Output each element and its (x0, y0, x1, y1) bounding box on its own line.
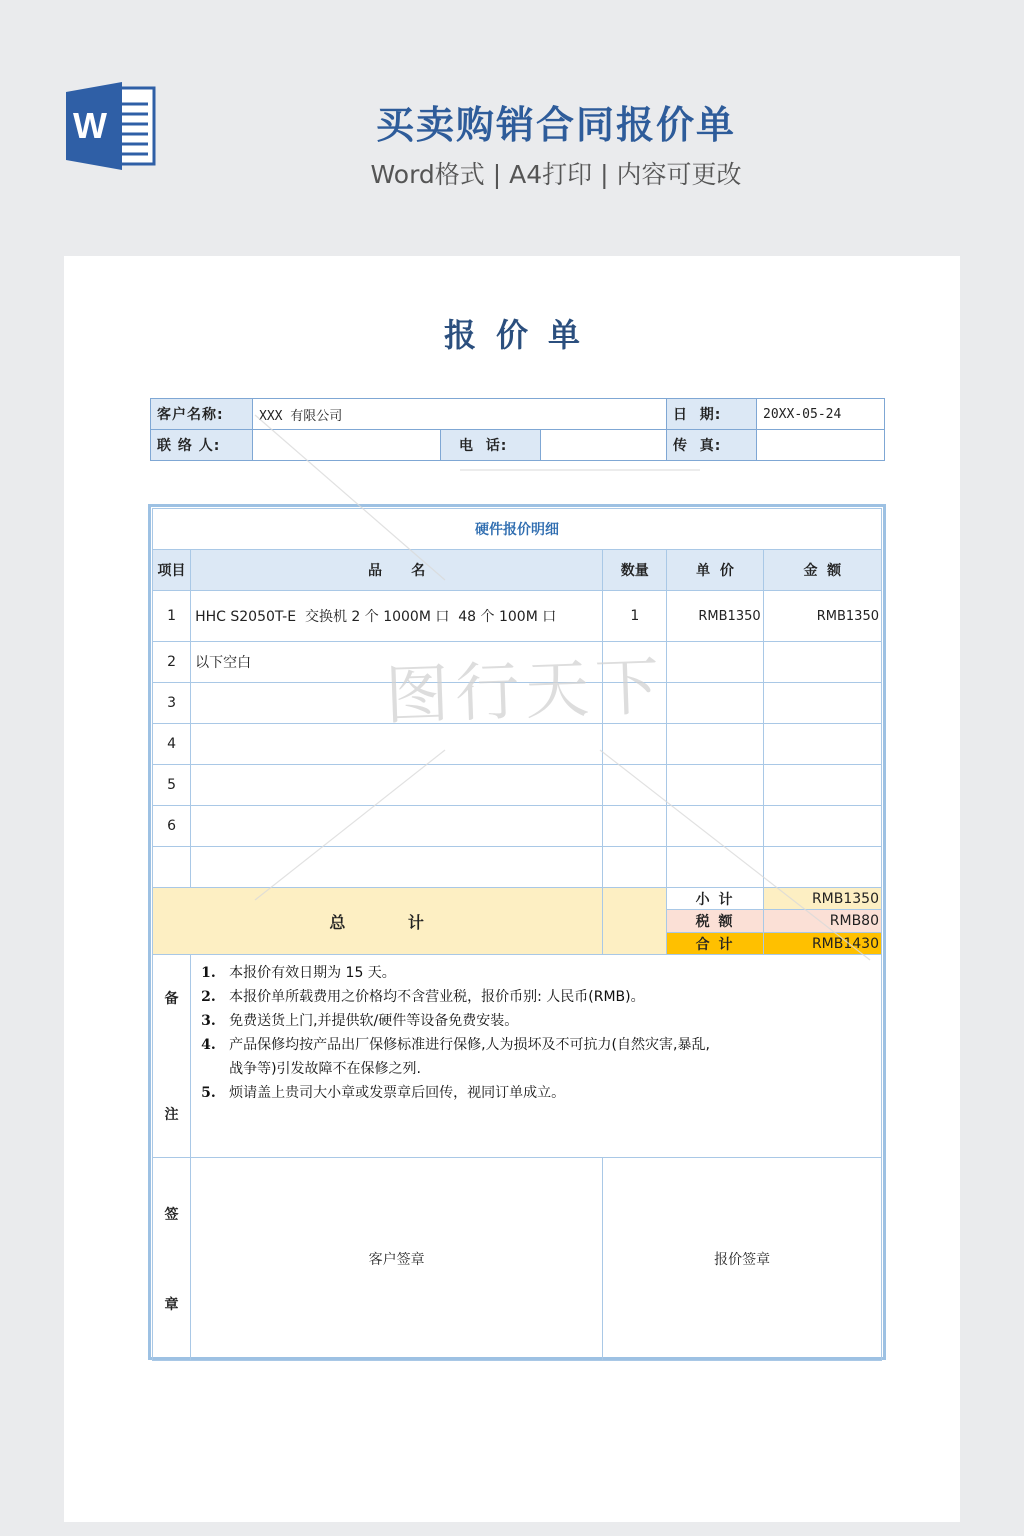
row-product-name[interactable]: 以下空白 (191, 642, 603, 683)
note-item-continued (201, 1057, 871, 1081)
row-amount[interactable] (763, 683, 881, 724)
grand-total-value[interactable]: RMB1430 (763, 933, 881, 955)
row-amount[interactable]: RMB1350 (763, 591, 881, 642)
phone-value[interactable] (541, 430, 667, 461)
banner-title: 买卖购销合同报价单 (375, 103, 736, 147)
table-row (153, 847, 882, 888)
row-unit-price[interactable]: RMB1350 (667, 591, 763, 642)
customer-name-value[interactable]: XXX 有限公司 (253, 399, 667, 430)
row-quantity[interactable] (603, 806, 667, 847)
signature-label-top: 签 (164, 1207, 179, 1223)
row-amount[interactable] (763, 847, 881, 888)
row-quantity[interactable] (603, 724, 667, 765)
note-item (201, 1081, 871, 1105)
table-header-row (153, 550, 882, 591)
signature-row (153, 1158, 882, 1361)
customer-info-table (150, 398, 885, 461)
row-product-name[interactable] (191, 765, 603, 806)
customer-name-label: 客户名称: (151, 399, 253, 430)
table-row (153, 765, 882, 806)
table-row (153, 591, 882, 642)
quote-signature-area[interactable] (603, 1158, 882, 1361)
row-number (153, 847, 191, 888)
row-product-name[interactable]: HHC S2050T-E 交换机 2 个 1000M 口 48 个 100M 口 (191, 591, 603, 642)
banner-subtitle: Word格式 | A4打印 | 内容可更改 (370, 160, 742, 189)
row-amount[interactable] (763, 724, 881, 765)
date-value[interactable]: 20XX-05-24 (757, 399, 885, 430)
subtotal-value[interactable]: RMB1350 (763, 888, 881, 910)
row-number: 5 (153, 765, 191, 806)
note-text: 战争等)引发故障不在保修之列. (229, 1061, 422, 1077)
total-label: 总 计 (153, 888, 603, 955)
customer-signature-area[interactable] (191, 1158, 603, 1361)
note-item (201, 985, 871, 1009)
customer-signature-placeholder: 客户签章 (368, 1252, 425, 1268)
grand-total-label: 合 计 (667, 933, 763, 955)
note-item (201, 1009, 871, 1033)
note-number: 4. (201, 1037, 216, 1053)
row-unit-price[interactable] (667, 806, 763, 847)
note-text: 烦请盖上贵司大小章或发票章后回传，视同订单成立。 (229, 1085, 566, 1101)
note-item (201, 961, 871, 985)
word-logo-letter: W (73, 105, 107, 146)
watermark-text: 图行天下 (384, 650, 667, 734)
row-quantity[interactable]: 1 (603, 591, 667, 642)
row-number: 1 (153, 591, 191, 642)
date-label: 日 期: (667, 399, 757, 430)
signature-label-bottom: 章 (164, 1297, 179, 1313)
remarks-notes (191, 955, 882, 1158)
row-unit-price[interactable] (667, 683, 763, 724)
note-number: 3. (201, 1013, 216, 1029)
row-unit-price[interactable] (667, 765, 763, 806)
note-number: 2. (201, 989, 216, 1005)
signature-label (153, 1158, 191, 1361)
quote-signature-placeholder: 报价签章 (714, 1252, 771, 1268)
note-text: 本报价单所载费用之价格均不含营业税，报价币别: 人民币(RMB)。 (229, 989, 645, 1005)
header-item: 项目 (153, 550, 191, 591)
tax-value[interactable]: RMB80 (763, 910, 881, 933)
row-quantity[interactable] (603, 765, 667, 806)
table-caption: 硬件报价明细 (153, 509, 882, 550)
remarks-label-top: 备 (164, 991, 179, 1007)
row-product-name[interactable] (191, 806, 603, 847)
total-row (153, 888, 882, 910)
subtotal-label: 小 计 (667, 888, 763, 910)
phone-label: 电 话: (441, 430, 541, 461)
note-number: 5. (201, 1085, 216, 1101)
row-number: 6 (153, 806, 191, 847)
remarks-label (153, 955, 191, 1158)
row-amount[interactable] (763, 642, 881, 683)
row-number: 3 (153, 683, 191, 724)
document-title: 报价单 (443, 316, 600, 354)
quote-detail-table (152, 508, 882, 1361)
header-product-name: 品 名 (191, 550, 603, 591)
fax-label: 传 真: (667, 430, 757, 461)
remarks-label-bottom: 注 (164, 1107, 179, 1123)
note-text: 本报价有效日期为 15 天。 (229, 965, 396, 981)
contact-label: 联 络 人: (151, 430, 253, 461)
row-amount[interactable] (763, 806, 881, 847)
row-product-name[interactable] (191, 847, 603, 888)
table-row (153, 806, 882, 847)
remarks-row (153, 955, 882, 1158)
contact-value[interactable] (253, 430, 441, 461)
row-number: 4 (153, 724, 191, 765)
header-amount: 金 额 (763, 550, 881, 591)
row-quantity[interactable] (603, 847, 667, 888)
word-logo-icon (66, 82, 156, 170)
note-text: 免费送货上门,并提供软/硬件等设备免费安装。 (229, 1013, 519, 1029)
header-quantity: 数量 (603, 550, 667, 591)
document-page (64, 256, 960, 1522)
header-unit-price: 单 价 (667, 550, 763, 591)
row-unit-price[interactable] (667, 724, 763, 765)
total-blank (603, 888, 667, 955)
row-amount[interactable] (763, 765, 881, 806)
fax-value[interactable] (757, 430, 885, 461)
tax-label: 税 额 (667, 910, 763, 933)
note-text: 产品保修均按产品出厂保修标准进行保修,人为损坏及不可抗力(自然灾害,暴乱, (229, 1037, 710, 1053)
note-number: 1. (201, 965, 216, 981)
row-number: 2 (153, 642, 191, 683)
row-unit-price[interactable] (667, 847, 763, 888)
note-item (201, 1033, 871, 1057)
row-unit-price[interactable] (667, 642, 763, 683)
